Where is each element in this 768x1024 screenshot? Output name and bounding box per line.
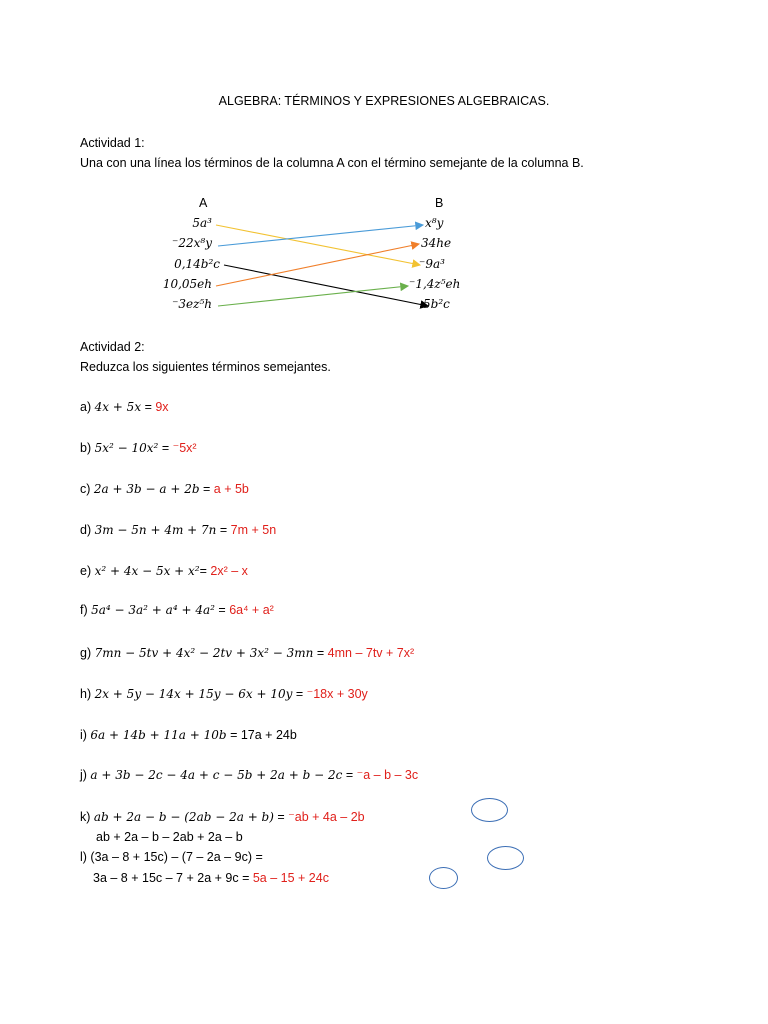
column-b-term: ⁻9a³ bbox=[419, 257, 445, 271]
column-b-term: x⁸y bbox=[425, 216, 444, 230]
exercise-row bbox=[80, 482, 249, 496]
exercise-row bbox=[80, 809, 365, 824]
exercise-label: j) bbox=[80, 768, 91, 782]
exercise-l-work: 3a – 8 + 15c – 7 + 2a + 9c = bbox=[93, 871, 253, 885]
exercise-equals: = bbox=[273, 810, 289, 824]
exercise-expression: ab + 2a − b − (2ab − 2a + b) bbox=[93, 810, 274, 824]
column-a-term: 0,14b²c bbox=[174, 257, 220, 271]
match-line-blue bbox=[218, 225, 423, 246]
exercise-answer: 9x bbox=[155, 400, 169, 414]
activity-1-instruction: Una con una línea los términos de la columna A con el término semejante de la columna B. bbox=[80, 156, 584, 170]
exercise-answer: 17a + 24b bbox=[240, 728, 297, 742]
exercise-row bbox=[80, 767, 418, 782]
page-title: ALGEBRA: TÉRMINOS Y EXPRESIONES ALGEBRAICAS. bbox=[218, 94, 550, 108]
exercise-answer: ⁻18x + 30y bbox=[306, 687, 368, 701]
exercise-expression: 7mn − 5tv + 4x² − 2tv + 3x² − 3mn bbox=[94, 646, 314, 660]
exercise-expression: x² + 4x − 5x + x² bbox=[94, 564, 200, 578]
activity-2-instruction: Reduzca los siguientes términos semejantes. bbox=[80, 360, 331, 374]
exercise-label: l) bbox=[80, 850, 91, 864]
exercise-equals: = bbox=[199, 482, 214, 496]
match-line-black bbox=[224, 265, 428, 306]
exercise-equals: = bbox=[292, 687, 307, 701]
match-line-orange bbox=[216, 244, 419, 286]
column-a-header: A bbox=[199, 196, 208, 210]
exercise-answer: ⁻a – b – 3c bbox=[356, 768, 419, 782]
exercise-answer: 6a⁴ + a² bbox=[229, 603, 274, 617]
column-a-term: ⁻3ez⁵h bbox=[172, 297, 212, 311]
exercise-expression: 5x² − 10x² bbox=[94, 441, 159, 455]
exercise-label: i) bbox=[80, 728, 91, 742]
exercise-row bbox=[80, 646, 414, 660]
oval-shape bbox=[471, 798, 508, 822]
exercise-l-work-line bbox=[93, 871, 329, 885]
exercise-answer: a + 5b bbox=[213, 482, 249, 496]
exercise-expression: 6a + 14b + 11a + 10b bbox=[90, 728, 227, 742]
exercise-label: d) bbox=[80, 523, 95, 537]
match-line-yellow bbox=[216, 225, 420, 265]
oval-shape bbox=[487, 846, 524, 870]
exercise-expression: 4x + 5x bbox=[94, 400, 142, 414]
column-b-term: ⁻1,4z⁵eh bbox=[409, 277, 461, 291]
column-b-term: 34he bbox=[421, 236, 452, 250]
exercise-answer: ⁻5x² bbox=[172, 441, 197, 455]
exercise-row bbox=[80, 564, 248, 578]
column-b-header: B bbox=[435, 196, 444, 210]
column-b-term: 5b²c bbox=[423, 297, 450, 311]
exercise-answer: 7m + 5n bbox=[230, 523, 277, 537]
column-a-term: 10,05eh bbox=[162, 277, 212, 291]
activity-2-heading: Actividad 2: bbox=[80, 340, 145, 354]
exercise-label: c) bbox=[80, 482, 94, 496]
exercise-label: e) bbox=[80, 564, 95, 578]
exercise-equals: = bbox=[226, 728, 241, 742]
exercise-row bbox=[80, 686, 368, 701]
exercise-equals: = bbox=[141, 400, 156, 414]
exercise-row bbox=[80, 728, 297, 742]
column-a-term: 5a³ bbox=[192, 216, 212, 230]
exercise-label: b) bbox=[80, 441, 95, 455]
exercise-expression: 5a⁴ − 3a² + a⁴ + 4a² bbox=[91, 603, 215, 617]
exercise-expression: 2a + 3b − a + 2b bbox=[93, 482, 200, 496]
exercise-l-answer: 5a – 15 + 24c bbox=[252, 871, 329, 885]
exercise-label: a) bbox=[80, 400, 95, 414]
exercise-equals: = bbox=[199, 564, 211, 578]
exercise-expression: 3m − 5n + 4m + 7n bbox=[94, 523, 217, 537]
exercise-equals: = bbox=[313, 646, 328, 660]
exercise-equals: = bbox=[216, 523, 231, 537]
exercise-answer: 2x² – x bbox=[210, 564, 248, 578]
exercise-label: k) bbox=[80, 810, 94, 824]
oval-shape bbox=[429, 867, 458, 889]
exercise-answer: 4mn – 7tv + 7x² bbox=[327, 646, 415, 660]
exercise-label: f) bbox=[80, 603, 92, 617]
exercise-l bbox=[80, 850, 263, 864]
exercise-expression: a + 3b − 2c − 4a + c − 5b + 2a + b − 2c bbox=[90, 768, 343, 782]
exercise-row bbox=[80, 400, 169, 414]
exercise-row bbox=[80, 440, 197, 455]
column-a-term: ⁻22x⁸y bbox=[172, 236, 212, 250]
exercise-row bbox=[80, 603, 274, 617]
activity-1-heading: Actividad 1: bbox=[80, 136, 145, 150]
exercise-expression: 2x + 5y − 14x + 15y − 6x + 10y bbox=[94, 687, 293, 701]
exercise-label: h) bbox=[80, 687, 95, 701]
exercise-answer: ⁻ab + 4a – 2b bbox=[288, 810, 365, 824]
exercise-equals: = bbox=[214, 603, 230, 617]
exercise-row bbox=[80, 523, 276, 537]
exercise-expression: (3a – 8 + 15c) – (7 – 2a – 9c) = bbox=[90, 850, 263, 864]
exercise-k-work: ab + 2a – b – 2ab + 2a – b bbox=[96, 830, 243, 844]
exercise-equals: = bbox=[158, 441, 173, 455]
exercise-label: g) bbox=[80, 646, 95, 660]
exercise-equals: = bbox=[342, 768, 357, 782]
